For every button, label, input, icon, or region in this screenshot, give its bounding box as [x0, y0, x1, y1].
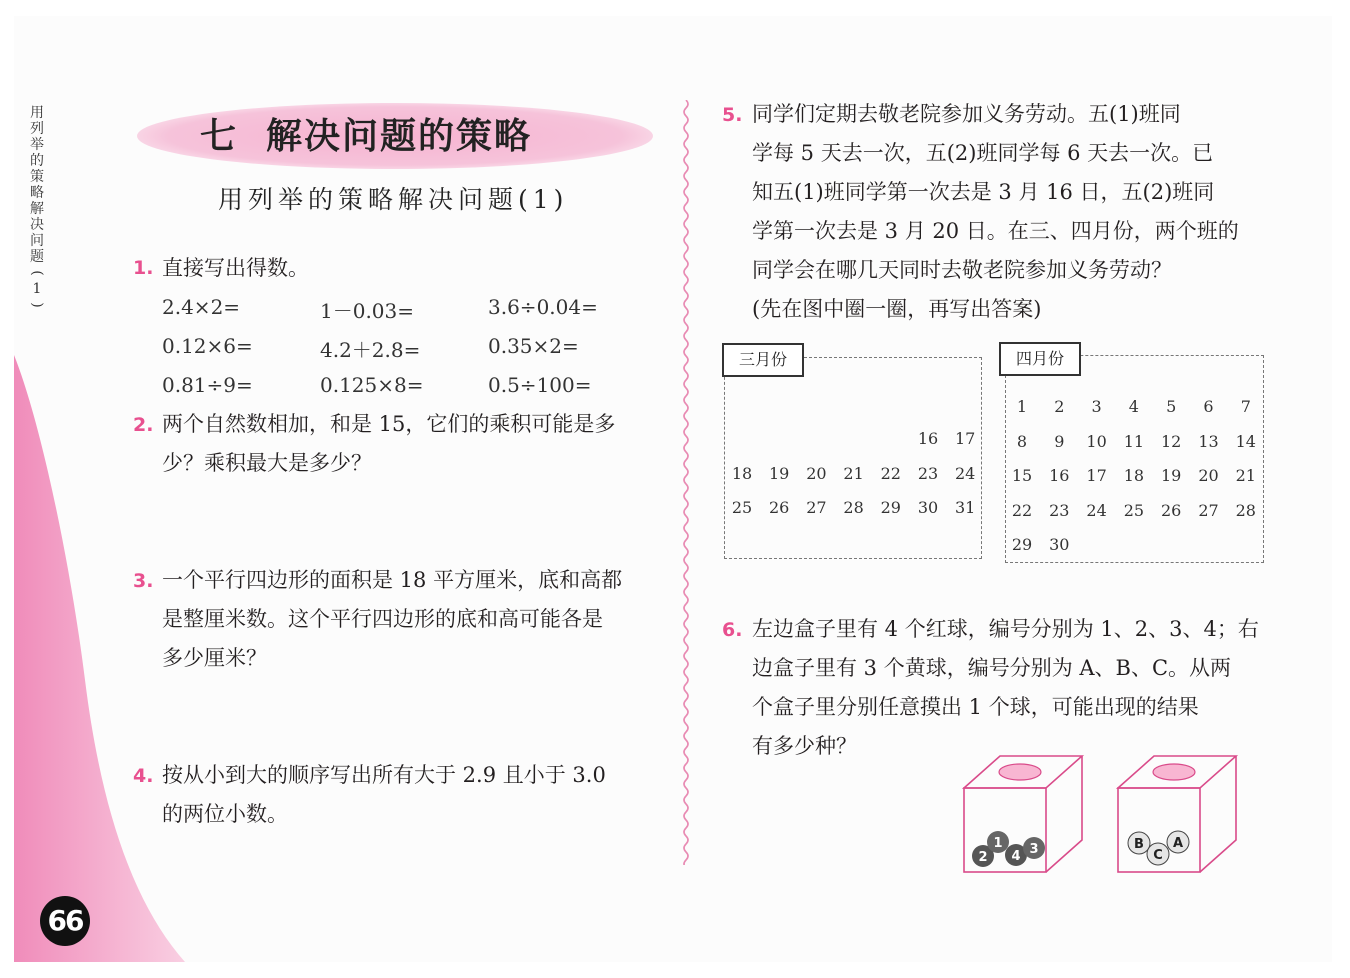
calendar-day: 27	[1198, 500, 1219, 520]
calendar-day: 9	[1054, 431, 1065, 451]
question-1-number: 1.	[133, 257, 154, 279]
calc-item: 0.12×6=	[162, 334, 253, 358]
question-3-line: 多少厘米？	[162, 646, 267, 670]
question-6-number: 6.	[722, 619, 743, 641]
calendar-day: 23	[917, 463, 939, 483]
calendar-day: 25	[1123, 500, 1145, 520]
calc-item: 3.6÷0.04=	[488, 295, 598, 319]
calendar-day: 14	[1235, 431, 1256, 451]
question-5-text	[752, 95, 1239, 329]
question-2-number: 2.	[133, 414, 154, 436]
section-subtitle: 用列举的策略解决问题(1)	[218, 185, 569, 214]
calendar-day: 19	[769, 463, 790, 483]
ball-label: 2	[978, 850, 988, 865]
page-number: 66	[40, 896, 90, 946]
calc-item: 0.35×2=	[488, 334, 579, 358]
calendar-day: 22	[880, 463, 901, 483]
chapter-title	[200, 108, 580, 159]
calc-item: 4.2＋2.8=	[320, 338, 421, 362]
ball-label: 3	[1029, 842, 1039, 857]
side-title: 用 列 举 的 策 略 解 决 问 题 ( 1 )	[29, 105, 45, 308]
ball-label: 4	[1011, 849, 1021, 864]
question-2-line: 两个自然数相加，和是 15，它们的乘积可能是多	[162, 412, 616, 436]
april-calendar	[1005, 355, 1264, 563]
calendar-day: 8	[1016, 431, 1028, 451]
question-2-line: 少？乘积最大是多少？	[162, 451, 372, 475]
calendar-day: 5	[1166, 397, 1177, 416]
ball-label: C	[1153, 848, 1163, 863]
calendar-day: 6	[1203, 397, 1214, 416]
ball-label: B	[1134, 837, 1144, 852]
calendar-day: 29	[1011, 535, 1033, 554]
chapter-number: 七	[200, 115, 239, 157]
question-3-number: 3.	[133, 570, 154, 592]
calendar-day: 29	[880, 498, 901, 517]
question-5-number: 5.	[722, 104, 743, 126]
calendar-day: 15	[1011, 466, 1033, 485]
calendar-day: 19	[1161, 466, 1182, 485]
calendar-day: 3	[1091, 397, 1102, 416]
calc-item: 0.81÷9=	[162, 373, 253, 397]
question-6-line: 有多少种？	[752, 734, 857, 758]
calendar-day: 26	[769, 498, 790, 517]
question-6-text	[752, 610, 1259, 766]
calendar-day: 11	[1123, 431, 1145, 451]
question-4-text	[162, 756, 606, 834]
march-calendar	[724, 357, 982, 559]
question-5-line: 知五(1)班同学第一次去是 3 月 16 日，五(2)班同	[752, 180, 1215, 204]
calc-item: 1－0.03=	[320, 299, 415, 323]
question-4-line: 的两位小数。	[162, 802, 288, 826]
question-6-line: 个盒子里分别任意摸出 1 个球，可能出现的结果	[752, 695, 1199, 719]
ball-label: 1	[993, 836, 1003, 851]
calendar-day: 1	[1016, 397, 1028, 416]
calendar-day: 24	[1086, 500, 1107, 520]
calendar-day: 30	[1049, 535, 1070, 554]
question-4-number: 4.	[133, 765, 154, 787]
calendar-day: 31	[955, 498, 976, 517]
calendar-day: 7	[1240, 397, 1251, 416]
calendar-day: 18	[1123, 466, 1145, 485]
ball-boxes-illustration	[960, 752, 1250, 877]
question-1-text: 直接写出得数。	[162, 256, 309, 280]
question-5-line: 学每 5 天去一次，五(2)班同学每 6 天去一次。已	[752, 141, 1214, 165]
right-box-hole	[1153, 764, 1195, 780]
calendar-day: 16	[917, 429, 939, 448]
calendar-day: 2	[1054, 397, 1065, 416]
calendar-day: 21	[1235, 466, 1256, 485]
calendar-day: 27	[806, 498, 827, 517]
april-label: 四月份	[999, 342, 1081, 376]
question-5-line: 学第一次去是 3 月 20 日。在三、四月份，两个班的	[752, 219, 1239, 243]
question-5-line: 同学们定期去敬老院参加义务劳动。五(1)班同	[752, 102, 1181, 126]
calendar-day: 22	[1011, 500, 1033, 520]
calendar-day: 20	[806, 463, 827, 483]
question-3-line: 一个平行四边形的面积是 18 平方厘米，底和高都	[162, 568, 623, 592]
calendar-day: 26	[1161, 500, 1182, 520]
calendar-day: 23	[1049, 500, 1070, 520]
march-label: 三月份	[722, 343, 804, 377]
question-4-line: 按从小到大的顺序写出所有大于 2.9 且小于 3.0	[162, 763, 606, 787]
calendar-day: 28	[1235, 500, 1256, 520]
calendar-day: 28	[843, 498, 864, 517]
calendar-day: 13	[1198, 431, 1219, 451]
calc-item: 2.4×2=	[162, 295, 241, 319]
left-box-hole	[999, 764, 1041, 780]
question-5-line: 同学会在哪几天同时去敬老院参加义务劳动？	[752, 258, 1172, 282]
calendar-day: 12	[1161, 431, 1182, 451]
question-6-line: 边盒子里有 3 个黄球，编号分别为 A、B、C。从两	[752, 656, 1232, 680]
page-divider	[680, 100, 692, 865]
calendar-day: 20	[1198, 466, 1219, 485]
question-3-text	[162, 561, 622, 678]
calendar-day: 10	[1086, 431, 1107, 451]
calendar-day: 24	[955, 463, 976, 483]
calendar-day: 17	[955, 429, 976, 448]
ball-label: A	[1172, 836, 1184, 851]
calendar-day: 4	[1128, 397, 1139, 416]
question-2-text	[162, 405, 615, 483]
chapter-title-text: 解决问题的策略	[266, 115, 533, 157]
calc-item: 0.5÷100=	[488, 373, 592, 397]
calendar-day: 30	[917, 498, 939, 517]
question-6-line: 左边盒子里有 4 个红球，编号分别为 1、2、3、4；右	[752, 617, 1259, 641]
calendar-day: 25	[731, 498, 753, 517]
question-5-line: (先在图中圈一圈，再写出答案)	[752, 297, 1042, 321]
question-3-line: 是整厘米数。这个平行四边形的底和高可能各是	[162, 607, 603, 631]
calendar-day: 21	[843, 463, 864, 483]
calendar-day: 16	[1049, 466, 1070, 485]
calendar-day: 18	[731, 463, 753, 483]
calc-item: 0.125×8=	[320, 373, 424, 397]
calendar-day: 17	[1086, 466, 1107, 485]
